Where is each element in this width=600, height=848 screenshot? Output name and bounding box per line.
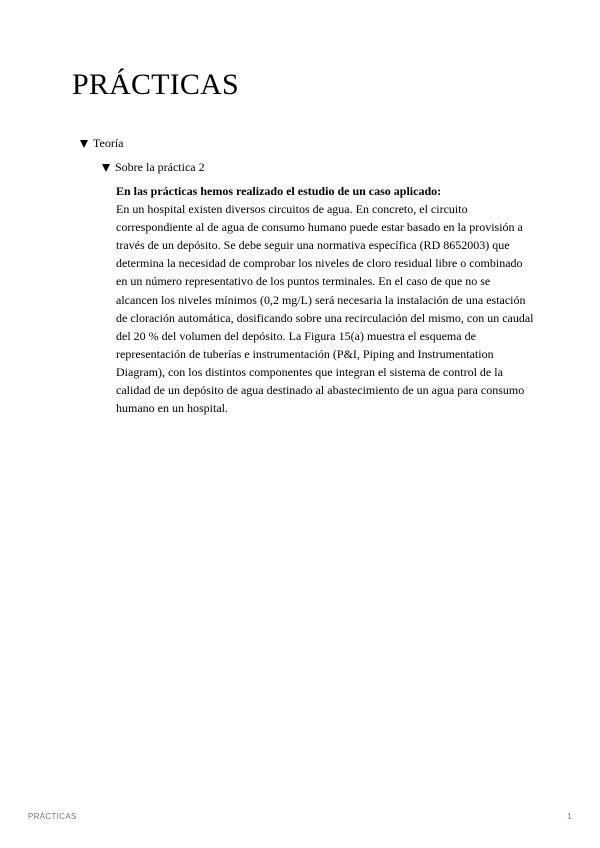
expand-triangle-icon[interactable] [102,164,110,172]
footer-page-number: 1 [567,812,572,821]
tree-node-label: Teoría [93,136,124,150]
footer-title: PRÁCTICAS [28,812,77,821]
content-heading: En las prácticas hemos realizado el estudio de un caso aplicado: [116,184,442,198]
page-title: PRÁCTICAS [72,68,239,101]
content-block [116,182,534,417]
tree-node-label: Sobre la práctica 2 [115,160,205,174]
content-paragraph: En un hospital existen diversos circuitos de agua. En concreto, el circuito correspondiente al de agua de consumo humano puede estar basado en la provisión a través de un depósito. Se debe seguir una normativa específica (RD 8652003) que determina la necesidad de comprobar los niveles de cloro residual libre o combinado en un número representativo de los puntos terminales. En el caso de que no se alcancen los niveles mínimos (0,2 mg/L) será necesaria la instalación de una estación de cloración automática, dosificando sobre una recirculación del mismo, con un caudal del 20 % del volumen del depósito. La Figura 15(a) muestra el esquema de representación de tuberías e instrumentación (P&I, Piping and Instrumentation Diagram), con los distintos componentes que integran el sistema de control de la calidad de un depósito de agua destinado al abastecimiento de un agua para consumo humano en un hospital. [116,202,534,416]
tree-node-teoria[interactable] [80,136,123,151]
tree-node-sobre-practica-2[interactable] [102,160,205,175]
expand-triangle-icon[interactable] [80,140,88,148]
